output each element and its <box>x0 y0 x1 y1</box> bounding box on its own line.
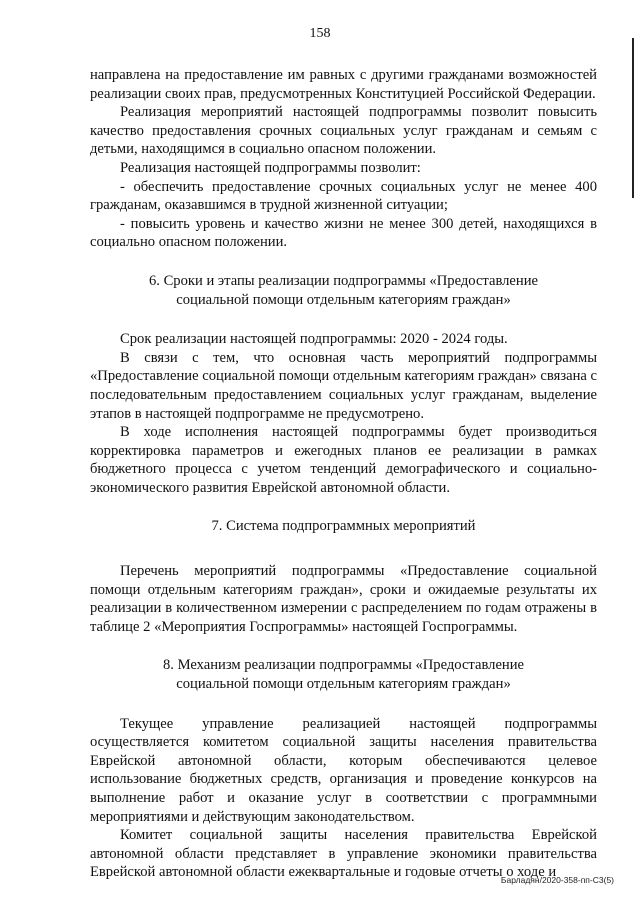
paragraph: Текущее управление реализацией настоящей подпрограммы осуществляется комитетом социальной защиты населения правительства Еврейской автономной области, которым обеспечиваются целевое использование бюджетных средств, организация и проведение конкурсов на выполнение работ и оказание услуг в соответствии с программными мероприятиями и действующим законодательством. <box>90 715 597 825</box>
edge-mark <box>632 38 634 198</box>
paragraph: направлена на предоставление им равных с другими гражданами возможностей реализации своих прав, предусмотренных Конституцией Российской Федерации. <box>90 67 597 102</box>
list-item: - обеспечить предоставление срочных социальных услуг не менее 400 гражданам, оказавшимся в трудной жизненной ситуации; <box>90 178 597 214</box>
paragraph: Комитет социальной защиты населения правительства Еврейской автономной области представляет в управление экономики правительства Еврейской автономной области ежеквартальные и годовые отчеты о ходе и <box>90 827 597 881</box>
paragraph: Реализация настоящей подпрограммы позволит: <box>120 159 421 176</box>
paragraph: Перечень мероприятий подпрограммы «Предоставление социальной помощи отдельным категориям граждан», сроки и ожидаемые результаты их реализации в количественном измерении с распределением по годам отражены в таблице 2 «Мероприятия Госпрограммы» настоящей Госпрограммы. <box>90 563 597 635</box>
paragraph: В ходе исполнения настоящей подпрограммы будет производиться корректировка параметров и ежегодных планов ее реализации в рамках бюджетного процесса с учетом тенденций демографического и социально-экономического развития Еврейской автономной области. <box>90 424 597 496</box>
paragraph: В связи с тем, что основная часть мероприятий подпрограммы «Предоставление социальной помощи отдельным категориям граждан» связана с последовательным предоставлением социальных услуг гражданам, выделение этапов в настоящей подпрограмме не предусмотрено. <box>90 349 597 422</box>
section-heading-line: социальной помощи отдельным категориям граждан» <box>176 291 511 308</box>
section-heading-line: 8. Механизм реализации подпрограммы «Предоставление <box>162 657 525 674</box>
document-code: Барладян/2020-358-пп-С3(5) <box>500 875 614 885</box>
document-body <box>90 66 597 882</box>
section-heading-line: 7. Система подпрограммных мероприятий <box>211 518 476 535</box>
paragraph: Реализация мероприятий настоящей подпрограммы позволит повысить качество предоставления срочных социальных услуг гражданам и семьям с детьми, находящимся в социально опасном положении. <box>90 104 597 158</box>
section-heading-line: социальной помощи отдельным категориям граждан» <box>176 676 511 693</box>
section-heading-7 <box>90 517 597 536</box>
section-heading-line: 6. Сроки и этапы реализации подпрограммы «Предоставление <box>148 272 539 289</box>
list-item: - повысить уровень и качество жизни не менее 300 детей, находящихся в социально опасном положении. <box>90 215 597 251</box>
page-number: 158 <box>309 26 331 41</box>
section-heading-8 <box>90 656 597 693</box>
section-heading-6 <box>90 272 597 309</box>
paragraph: Срок реализации настоящей подпрограммы: 2020 - 2024 годы. <box>120 331 508 348</box>
